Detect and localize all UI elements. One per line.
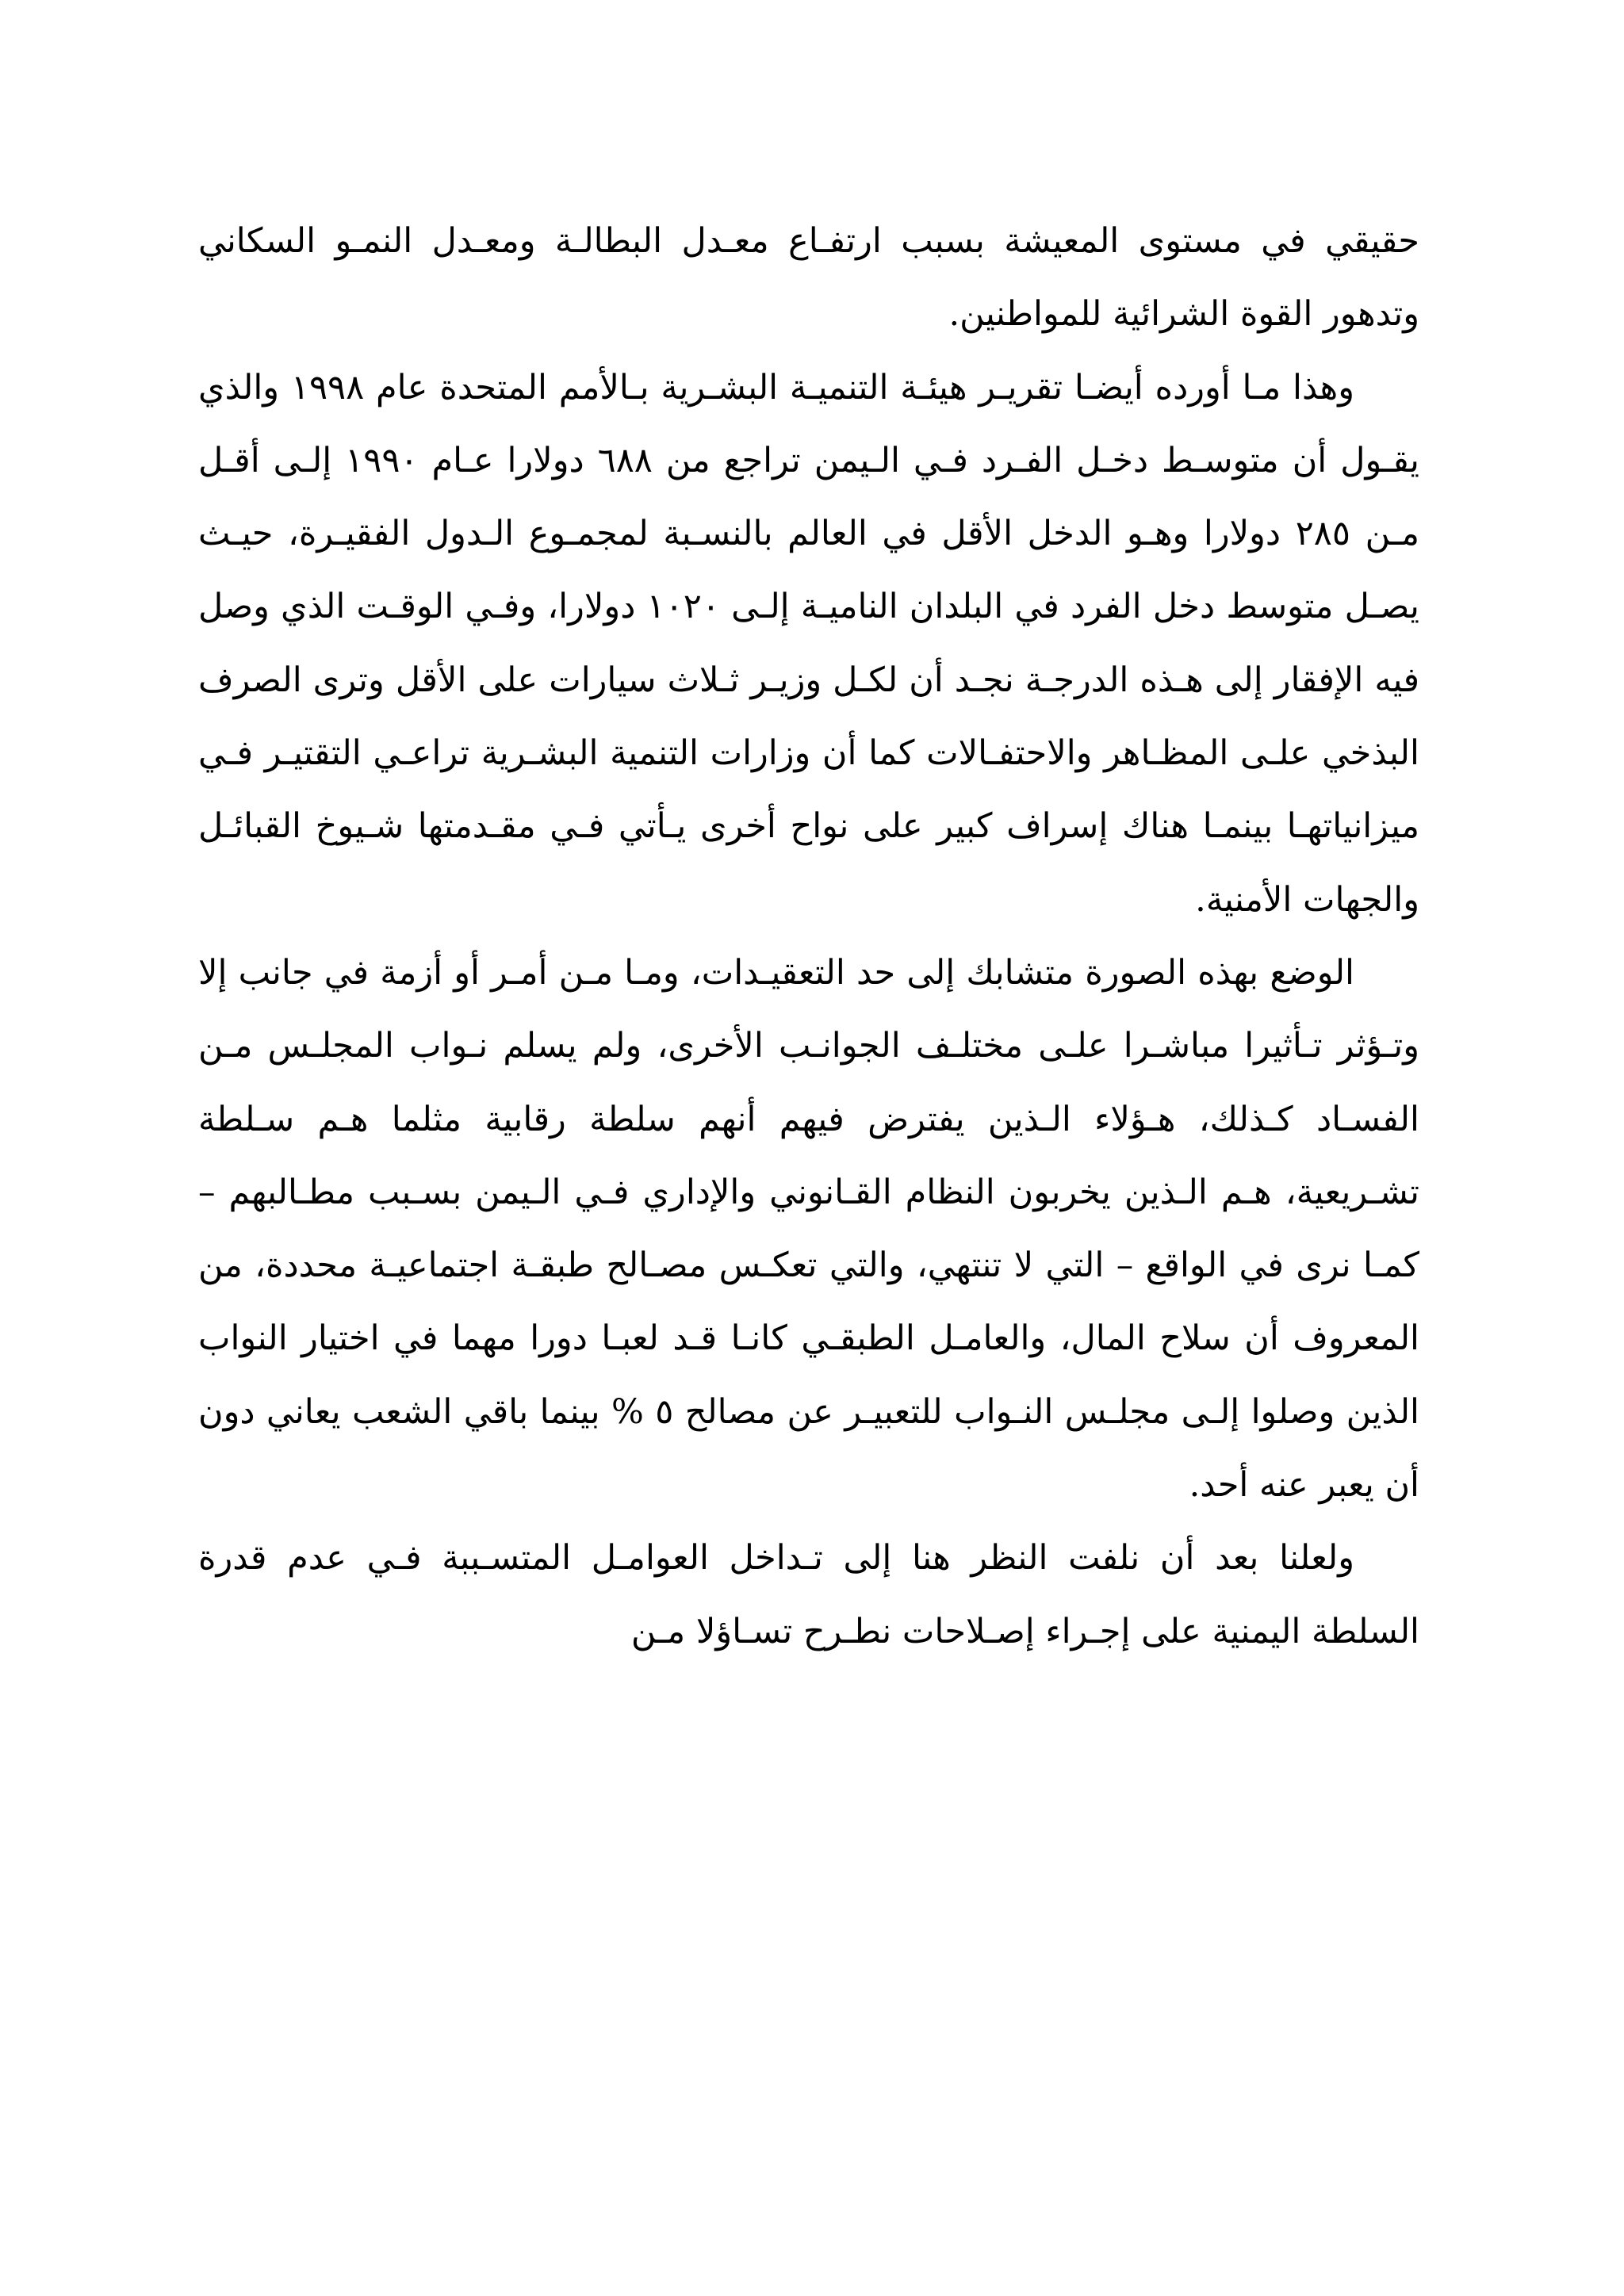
body-text (198, 205, 1419, 1668)
paragraph-4: ولعلنا بعد أن نلفت النظر هنا إلى تـداخل العوامـل المتسـببة فـي عدم قدرة السلطة اليمنية على إجـراء إصـلاحات نطـرح تسـاؤلا مـن (198, 1538, 1419, 1651)
paragraph-2: وهذا مـا أورده أيضـا تقريـر هيئـة التنميـة البشـرية بـالأمم المتحدة عام ١٩٩٨ والذي يقـول أن متوسـط دخـل الفـرد فـي الـيمن تراجع من ٦٨٨ دولارا عـام ١٩٩٠ إلـى أقـل مـن ٢٨٥ دولارا وهـو الدخل الأقل في العالم بالنسـبة لمجمـوع الـدول الفقيـرة، حيـث يصـل متوسط دخل الفرد في البلدان الناميـة إلـى ١٠٢٠ دولارا، وفـي الوقـت الذي وصل فيه الإفقار إلى هـذه الدرجـة نجـد أن لكـل وزيـر ثـلاث سيارات على الأقل وترى الصرف البذخي علـى المظـاهر والاحتفـالات كما أن وزارات التنمية البشـرية تراعـي التقتيـر فـي ميزانياتهـا بينمـا هناك إسراف كبير على نواح أخرى يـأتي فـي مقـدمتها شـيوخ القبائـل والجهات الأمنية. (198, 367, 1420, 920)
paragraph-1: حقيقي في مستوى المعيشة بسبب ارتفـاع معـدل البطالـة ومعـدل النمـو السكاني وتدهور القوة الشرائية للمواطنين. (198, 221, 1419, 335)
paragraph-3: الوضع بهذه الصورة متشابك إلى حد التعقيـدات، ومـا مـن أمـر أو أزمة في جانب إلا وتـؤثر تـأثيرا مباشـرا علـى مختلـف الجوانـب الأخرى، ولم يسلم نـواب المجلـس مـن الفسـاد كـذلك، هـؤلاء الـذين يفترض فيهم أنهم سلطة رقابية مثلما هـم سـلطة تشـريعية، هـم الـذين يخربون النظام القـانوني والإداري فـي الـيمن بسـبب مطـالبهم – كمـا نرى في الواقع – التي لا تنتهي، والتي تعكـس مصـالح طبقـة اجتماعيـة محددة، من المعروف أن سلاح المال، والعامـل الطبقـي كانـا قـد لعبـا دورا مهما في اختيار النواب الذين وصلوا إلـى مجلـس النـواب للتعبيـر عن مصالح ٥ % بينما باقي الشعب يعاني دون أن يعبر عنه أحد. (198, 952, 1419, 1506)
